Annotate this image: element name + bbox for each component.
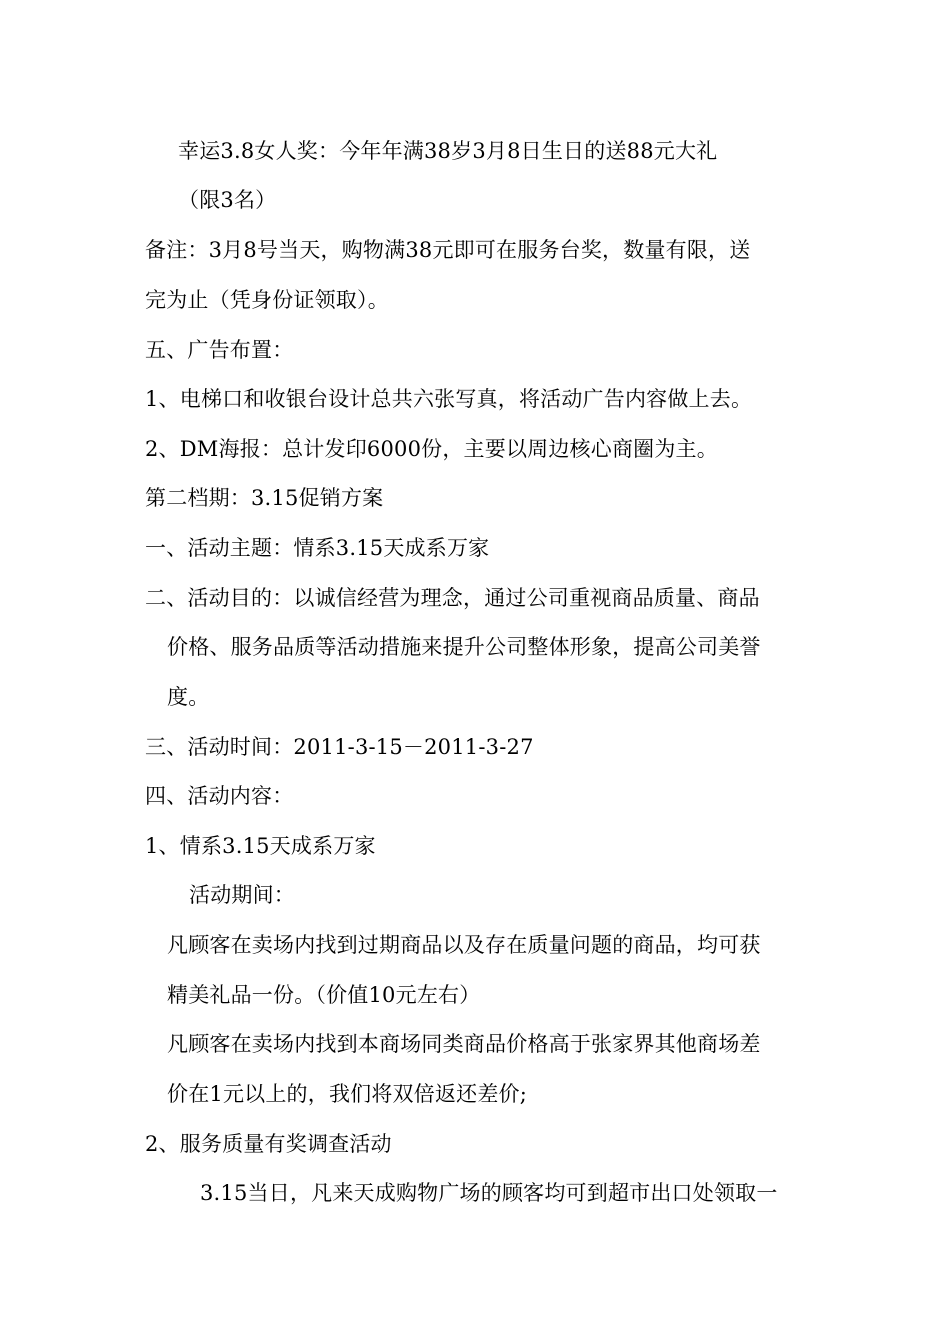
section-ad-layout: 五、广告布置：: [145, 338, 294, 362]
content-item-1: 1、情系3.15天成系万家: [145, 834, 376, 858]
survey-description: 3.15当日，凡来天成购物广场的顾客均可到超市出口处领取一: [200, 1181, 778, 1205]
activity-purpose-3: 度。: [167, 685, 210, 709]
limit-note: （限3名）: [178, 188, 277, 212]
activity-purpose-2: 价格、服务品质等活动措施来提升公司整体形象，提高公司美誉: [167, 635, 761, 659]
activity-purpose-1: 二、活动目的：以诚信经营为理念，通过公司重视商品质量、商品: [145, 586, 760, 610]
phase-two-title: 第二档期：3.15促销方案: [145, 486, 384, 510]
price-guarantee-1: 凡顾客在卖场内找到本商场同类商品价格高于张家界其他商场差: [167, 1032, 761, 1056]
activity-content-heading: 四、活动内容：: [145, 784, 294, 808]
expired-goods-2: 精美礼品一份。（价值10元左右）: [167, 983, 481, 1007]
content-item-2: 2、服务质量有奖调查活动: [145, 1132, 392, 1156]
remark-line-1: 备注：3月8号当天，购物满38元即可在服务台奖，数量有限，送: [145, 238, 751, 262]
price-guarantee-2: 价在1元以上的，我们将双倍返还差价;: [167, 1082, 528, 1106]
lucky-38-award: 幸运3.8女人奖：今年年满38岁3月8日生日的送88元大礼: [178, 139, 718, 163]
ad-item-2: 2、DM海报：总计发印6000份，主要以周边核心商圈为主。: [145, 437, 718, 461]
remark-line-2: 完为止（凭身份证领取）。: [145, 288, 389, 312]
activity-theme: 一、活动主题：情系3.15天成系万家: [145, 536, 490, 560]
expired-goods-1: 凡顾客在卖场内找到过期商品以及存在质量问题的商品，均可获: [167, 933, 761, 957]
activity-period-label: 活动期间：: [189, 883, 295, 907]
activity-time: 三、活动时间：2011-3-15－2011-3-27: [145, 735, 534, 759]
ad-item-1: 1、电梯口和收银台设计总共六张写真，将活动广告内容做上去。: [145, 387, 753, 411]
